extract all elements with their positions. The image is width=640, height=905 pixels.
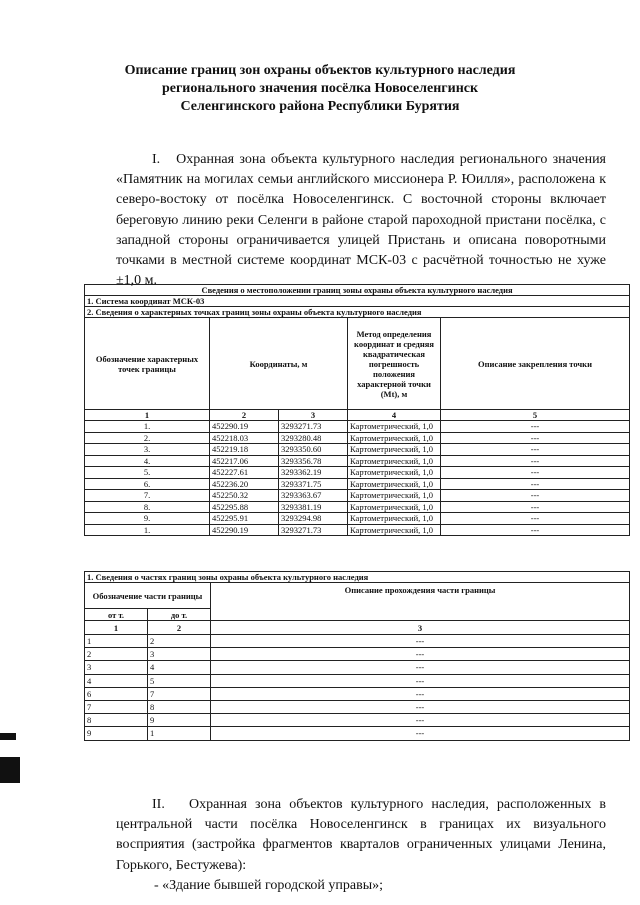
coord-x: 452217.06 (210, 455, 279, 467)
part-to: 4 (148, 661, 211, 674)
parts-table (84, 571, 630, 741)
fixation: --- (441, 478, 630, 490)
method: Картометрический, 1,0 (348, 478, 441, 490)
coordinate-system: 1. Система координат МСК-03 (85, 296, 630, 307)
parts-col-number: 2 (148, 621, 211, 635)
point-number: 8. (85, 501, 210, 513)
point-number: 1. (85, 421, 210, 433)
point-number: 2. (85, 432, 210, 444)
coord-x: 452236.20 (210, 478, 279, 490)
part-desc: --- (211, 714, 630, 727)
table-row (85, 648, 630, 661)
col-method: Метод определения координат и средняя квадратическая погрешность положения характерной точки (Mt), м (348, 318, 441, 410)
part-desc: --- (211, 661, 630, 674)
table-row (85, 674, 630, 687)
table-row (85, 490, 630, 502)
col-number: 2 (210, 410, 279, 421)
fixation: --- (441, 524, 630, 536)
part-to: 8 (148, 700, 211, 713)
part-to: 2 (148, 635, 211, 648)
table-row (85, 700, 630, 713)
parts-col-number: 1 (85, 621, 148, 635)
part-from: 6 (85, 687, 148, 700)
part-from: 2 (85, 648, 148, 661)
point-number: 6. (85, 478, 210, 490)
col-number: 4 (348, 410, 441, 421)
part-desc: --- (211, 727, 630, 740)
part-to: 1 (148, 727, 211, 740)
part-from: 8 (85, 714, 148, 727)
parts-rows (85, 635, 630, 741)
coord-y: 3293356.78 (279, 455, 348, 467)
coord-y: 3293271.73 (279, 421, 348, 433)
points-section-header: 2. Сведения о характерных точках границ зоны охраны объекта культурного наследия (85, 307, 630, 318)
parts-col-description: Описание прохождения части границы (211, 583, 630, 621)
col-number: 5 (441, 410, 630, 421)
table-row (85, 687, 630, 700)
points-rows (85, 421, 630, 536)
coord-y: 3293381.19 (279, 501, 348, 513)
part-desc: --- (211, 648, 630, 661)
part-desc: --- (211, 635, 630, 648)
table-row (85, 714, 630, 727)
part-from: 3 (85, 661, 148, 674)
parts-col-number: 3 (211, 621, 630, 635)
title-line-2: регионального значения посёлка Новоселенгинск (161, 81, 479, 96)
parts-section-header: 1. Сведения о частях границ зоны охраны объекта культурного наследия (85, 572, 630, 583)
part-desc: --- (211, 674, 630, 687)
point-number: 3. (85, 444, 210, 456)
coord-y: 3293350.60 (279, 444, 348, 456)
section-2-item-1: - «Здание бывшей городской управы»; (154, 878, 384, 893)
col-coordinates: Координаты, м (210, 318, 348, 410)
parts-col-label: Обозначение части границы (85, 583, 211, 609)
method: Картометрический, 1,0 (348, 444, 441, 456)
table-row (85, 455, 630, 467)
point-number: 1. (85, 524, 210, 536)
coord-y: 3293363.67 (279, 490, 348, 502)
coord-y: 3293371.75 (279, 478, 348, 490)
part-from: 9 (85, 727, 148, 740)
coord-x: 452250.32 (210, 490, 279, 502)
coord-y: 3293294.98 (279, 513, 348, 525)
part-from: 7 (85, 700, 148, 713)
point-number: 9. (85, 513, 210, 525)
fixation: --- (441, 513, 630, 525)
method: Картометрический, 1,0 (348, 490, 441, 502)
part-from: 1 (85, 635, 148, 648)
coord-x: 452290.19 (210, 421, 279, 433)
table-row (85, 467, 630, 479)
title-line-1: Описание границ зон охраны объектов культурного наследия (124, 63, 516, 78)
section-1-number: I. (152, 152, 161, 167)
col-number: 3 (279, 410, 348, 421)
coord-y: 3293280.48 (279, 432, 348, 444)
section-2-paragraph (116, 795, 606, 876)
table-row (85, 513, 630, 525)
coord-x: 452290.19 (210, 524, 279, 536)
point-number: 7. (85, 490, 210, 502)
table-row (85, 501, 630, 513)
section-2-number: II. (152, 797, 165, 812)
fixation: --- (441, 490, 630, 502)
section-1-text: Охранная зона объекта культурного наследия регионального значения «Памятник на могилах семьи английского миссионера Р. Юилля», расположена к северо-востоку от посёлка Новоселенгинск. С восточной стороны включает береговую линию реки Селенги в районе старой пароходной пристани посёлка, с западной стороны ограничивается улицей Пристань и описана поворотными точками в местной системе координат МСК-03 с расчётной точностью не хуже ±1,0 м. (116, 152, 606, 289)
table-row (85, 444, 630, 456)
fixation: --- (441, 432, 630, 444)
part-desc: --- (211, 687, 630, 700)
part-from: 4 (85, 674, 148, 687)
coord-x: 452218.03 (210, 432, 279, 444)
table-header: Сведения о местоположении границ зоны охраны объекта культурного наследия (85, 285, 630, 296)
method: Картометрический, 1,0 (348, 432, 441, 444)
table-row (85, 524, 630, 536)
section-1-paragraph (116, 150, 606, 291)
col-fixation: Описание закрепления точки (441, 318, 630, 410)
part-desc: --- (211, 700, 630, 713)
table-row (85, 478, 630, 490)
coord-x: 452219.18 (210, 444, 279, 456)
point-number: 5. (85, 467, 210, 479)
table-row (85, 661, 630, 674)
coord-x: 452295.91 (210, 513, 279, 525)
table-row (85, 635, 630, 648)
method: Картометрический, 1,0 (348, 513, 441, 525)
table-row (85, 727, 630, 740)
section-2-text: Охранная зона объектов культурного наследия, расположенных в центральной части посёлка Новоселенгинск в границах их визуального восприятия (застройка фрагментов кварталов ограниченных улицами Ленина, Горького, Бестужева): (116, 797, 607, 873)
fixation: --- (441, 501, 630, 513)
coord-x: 452295.88 (210, 501, 279, 513)
fixation: --- (441, 467, 630, 479)
method: Картометрический, 1,0 (348, 467, 441, 479)
points-table (84, 284, 630, 536)
method: Картометрический, 1,0 (348, 421, 441, 433)
part-to: 5 (148, 674, 211, 687)
method: Картометрический, 1,0 (348, 501, 441, 513)
table-row (85, 421, 630, 433)
coord-x: 452227.61 (210, 467, 279, 479)
col-number: 1 (85, 410, 210, 421)
col-point-label: Обозначение характерных точек границы (85, 318, 210, 410)
fixation: --- (441, 421, 630, 433)
coord-y: 3293271.73 (279, 524, 348, 536)
part-to: 3 (148, 648, 211, 661)
part-to: 9 (148, 714, 211, 727)
fixation: --- (441, 455, 630, 467)
title-line-3: Селенгинского района Республики Бурятия (180, 99, 460, 114)
table-row (85, 432, 630, 444)
scan-edge-block (0, 757, 20, 783)
point-number: 4. (85, 455, 210, 467)
method: Картометрический, 1,0 (348, 524, 441, 536)
parts-col-to: до т. (148, 609, 211, 621)
part-to: 7 (148, 687, 211, 700)
fixation: --- (441, 444, 630, 456)
document-title (0, 62, 640, 116)
coord-y: 3293362.19 (279, 467, 348, 479)
method: Картометрический, 1,0 (348, 455, 441, 467)
scan-edge-mark (0, 733, 16, 740)
parts-col-from: от т. (85, 609, 148, 621)
